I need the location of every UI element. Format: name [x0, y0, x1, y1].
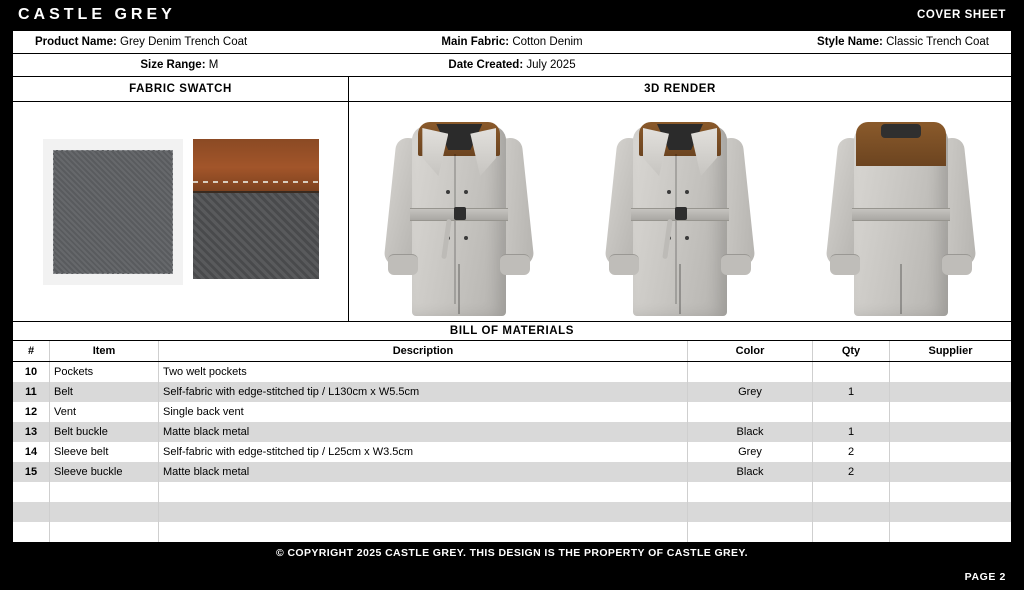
bom-cell-color	[688, 522, 813, 542]
bom-cell-supplier	[890, 462, 1012, 482]
bom-cell-num: 13	[13, 422, 50, 442]
top-bar	[12, 0, 1012, 30]
bom-cell-item: Belt buckle	[50, 422, 159, 442]
page-number: PAGE 2	[964, 571, 1006, 583]
bom-cell-desc: Self-fabric with edge-stitched tip / L130cm x W5.5cm	[159, 382, 688, 402]
bom-cell-qty: 1	[813, 422, 890, 442]
coat-front-opening	[458, 264, 460, 314]
bom-cell-color	[688, 502, 813, 522]
bom-col-desc: Description	[159, 341, 688, 362]
bom-cell-qty	[813, 402, 890, 422]
swatch-leather-band	[193, 139, 319, 193]
table-row	[13, 422, 1011, 442]
render-panel	[349, 77, 1011, 321]
brand-title: CASTLE GREY	[18, 6, 176, 23]
bom-cell-color: Grey	[688, 442, 813, 462]
product-name-field	[13, 31, 353, 53]
coat-belt	[852, 208, 950, 221]
fabric-swatch-title: FABRIC SWATCH	[13, 77, 348, 102]
bom-cell-color	[688, 402, 813, 422]
coat-cuff-right	[942, 254, 972, 275]
coat-cuff-left	[388, 254, 418, 275]
coat-collar	[881, 124, 921, 138]
render-title: 3D RENDER	[349, 77, 1011, 102]
size-range-field	[13, 54, 346, 76]
bom-cell-color	[688, 362, 813, 383]
product-name-value: Grey Denim Trench Coat	[120, 36, 248, 48]
bom-cell-num	[13, 482, 50, 502]
bom-cell-color: Black	[688, 422, 813, 442]
render-area	[349, 102, 1011, 321]
bom-col-num: #	[13, 341, 50, 362]
meta-row-secondary	[13, 54, 1011, 77]
bom-cell-qty	[813, 362, 890, 383]
swatch-stitch-line	[193, 181, 319, 183]
copyright-notice: © COPYRIGHT 2025 CASTLE GREY. THIS DESIGN IS THE PROPERTY OF CASTLE GREY.	[13, 542, 1011, 563]
coat-cuff-left	[830, 254, 860, 275]
product-name-label: Product Name:	[35, 36, 117, 48]
bom-cell-desc: Single back vent	[159, 402, 688, 422]
table-row	[13, 482, 1011, 502]
bill-of-materials-section	[13, 322, 1011, 542]
coat-render-back	[816, 104, 986, 319]
coat-button	[685, 236, 689, 240]
bom-cell-desc	[159, 522, 688, 542]
bom-cell-num: 15	[13, 462, 50, 482]
table-row	[13, 442, 1011, 462]
document-sheet	[12, 30, 1012, 564]
bom-cell-item: Pockets	[50, 362, 159, 383]
bom-cell-item	[50, 522, 159, 542]
table-row	[13, 502, 1011, 522]
bom-cell-desc: Self-fabric with edge-stitched tip / L25cm x W3.5cm	[159, 442, 688, 462]
bom-cell-num: 14	[13, 442, 50, 462]
style-name-label: Style Name:	[817, 36, 883, 48]
coat-cuff-right	[721, 254, 751, 275]
bom-cell-supplier	[890, 362, 1012, 383]
bom-cell-supplier	[890, 522, 1012, 542]
bom-cell-item	[50, 502, 159, 522]
bom-table	[13, 341, 1011, 542]
bom-header-row	[13, 341, 1011, 362]
bom-cell-desc: Matte black metal	[159, 462, 688, 482]
main-fabric-field	[353, 31, 671, 53]
bom-cell-color: Grey	[688, 382, 813, 402]
main-fabric-value: Cotton Denim	[512, 36, 583, 48]
bom-cell-qty: 2	[813, 462, 890, 482]
bom-cell-item	[50, 482, 159, 502]
bom-col-supplier: Supplier	[890, 341, 1012, 362]
coat-button	[685, 190, 689, 194]
bom-cell-color: Black	[688, 462, 813, 482]
bom-cell-desc: Two welt pockets	[159, 362, 688, 383]
table-row	[13, 462, 1011, 482]
size-range-value: M	[208, 59, 219, 71]
coat-back-vent	[900, 264, 902, 314]
coat-front-opening	[679, 264, 681, 314]
bom-cell-supplier	[890, 422, 1012, 442]
size-range-label: Size Range:	[140, 59, 206, 71]
date-created-value: July 2025	[526, 59, 576, 71]
bom-cell-qty: 1	[813, 382, 890, 402]
coat-belt-buckle	[675, 207, 687, 220]
bom-title: BILL OF MATERIALS	[13, 322, 1011, 341]
bom-cell-qty	[813, 482, 890, 502]
fabric-swatch-panel	[13, 77, 349, 321]
bom-cell-supplier	[890, 482, 1012, 502]
style-name-field	[671, 31, 1011, 53]
bom-cell-supplier	[890, 402, 1012, 422]
bom-cell-qty	[813, 522, 890, 542]
bom-cell-color	[688, 482, 813, 502]
bom-cell-num: 10	[13, 362, 50, 383]
page-footer	[12, 564, 1012, 590]
bom-cell-item: Sleeve belt	[50, 442, 159, 462]
table-row	[13, 522, 1011, 542]
bom-cell-num	[13, 522, 50, 542]
sheet-type-label: COVER SHEET	[916, 9, 1006, 21]
fabric-swatch-body	[13, 102, 348, 321]
style-name-value: Classic Trench Coat	[886, 36, 989, 48]
bom-cell-supplier	[890, 382, 1012, 402]
main-fabric-label: Main Fabric:	[441, 36, 510, 48]
table-row	[13, 402, 1011, 422]
bom-cell-item: Belt	[50, 382, 159, 402]
coat-cuff-left	[609, 254, 639, 275]
coat-render-three-quarter-left	[374, 104, 544, 319]
swatch-denim-grey-fill	[53, 150, 173, 274]
coat-belt-buckle	[454, 207, 466, 220]
bom-cell-item: Sleeve buckle	[50, 462, 159, 482]
date-created-field	[346, 54, 679, 76]
bom-cell-qty: 2	[813, 442, 890, 462]
swatch-leather-trim	[193, 139, 319, 279]
bom-cell-qty	[813, 502, 890, 522]
bom-cell-item: Vent	[50, 402, 159, 422]
bom-cell-supplier	[890, 442, 1012, 462]
coat-cuff-right	[500, 254, 530, 275]
coat-button	[667, 190, 671, 194]
bom-col-item: Item	[50, 341, 159, 362]
table-row	[13, 382, 1011, 402]
bom-cell-supplier	[890, 502, 1012, 522]
coat-placket	[675, 154, 677, 304]
bom-cell-num: 11	[13, 382, 50, 402]
coat-render-front	[595, 104, 765, 319]
meta-row-primary	[13, 31, 1011, 54]
bom-cell-num	[13, 502, 50, 522]
bom-col-qty: Qty	[813, 341, 890, 362]
panels-row	[13, 77, 1011, 322]
bom-cell-desc	[159, 482, 688, 502]
swatch-area	[13, 139, 348, 285]
bom-col-color: Color	[688, 341, 813, 362]
coat-placket	[454, 154, 456, 304]
bom-cell-desc	[159, 502, 688, 522]
render-body	[349, 102, 1011, 321]
date-created-label: Date Created:	[448, 59, 524, 71]
table-row	[13, 362, 1011, 383]
swatch-denim-grey	[43, 139, 183, 285]
bom-cell-desc: Matte black metal	[159, 422, 688, 442]
bom-cell-num: 12	[13, 402, 50, 422]
